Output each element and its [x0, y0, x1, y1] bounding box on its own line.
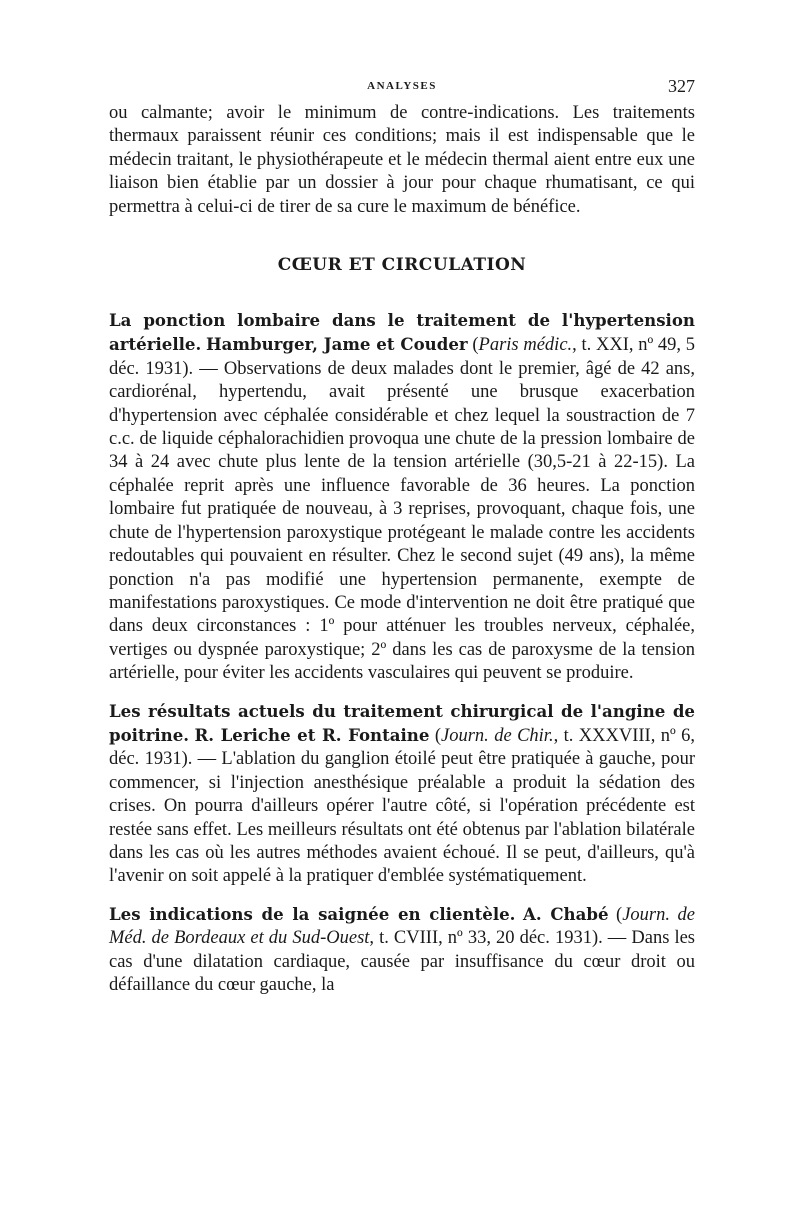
entry-body: — L'ablation du ganglion étoilé peut être pratiquée à gauche, pour commencer, si l'injection anesthésique préalable a produit la sédation des crises. On pourra d'ailleurs opérer l'autre côté, si l'opération précédente est restée sans effet. Les meilleurs résultats ont été obtenus par l'ablation bilatérale dans les cas où les autres méthodes avaient échoué. Il se peut, d'ailleurs, qu'à l'avenir on soit appelé à la pratiquer d'emblée systématiquement. [109, 749, 695, 887]
running-header [109, 74, 695, 100]
document-page [109, 74, 695, 1011]
entry-title: Les résultats actuels du traitement chirurgical de l'angine de poitrine. [109, 700, 695, 745]
entry-source-open: ( [434, 725, 442, 746]
entry-body: — Observations de deux malades dont le premier, âgé de 42 ans, cardiorénal, hypertendu, avait présenté une brusque exacerbation d'hypertension avec céphalée considérable et chez lequel la soustraction de 7 c.c. de liquide céphalorachidien provoqua une chute de la pression lombaire de 34 à 24 avec chute plus lente de la tension artérielle (30,5-21 à 22-15). La céphalée reprit après une influence favorable de 36 heures. La ponction lombaire fut pratiquée de nouveau, à 3 reprises, provoquant, chaque fois, une chute de l'hypertension paroxystique protégeant le malade contre les accidents redoutables qui pouvaient en résulter. Chez le second sujet (49 ans), la même ponction n'a pas modifié une hypertension permanente, exempte de manifestations paroxystiques. Ce mode d'intervention ne doit être pratiqué que dans deux circonstances : 1º pour atténuer les troubles nerveux, céphalée, vertiges ou dyspnée paroxystique; 2º dans les cas de paroxysme de la tension artérielle, pour éviter les accidents vasculaires qui peuvent se produire. [109, 358, 695, 684]
entry-source: Journ. de Méd. de Bordeaux et du Sud-Ouest [109, 904, 695, 949]
entry-body: — Dans les cas d'une dilatation cardiaque, causée par insuffisance du cœur droit ou défaillance du cœur gauche, la [109, 928, 696, 995]
entry-reference: , t. XXXVIII, nº 6, déc. 1931). [109, 725, 695, 770]
abstract-entry-3 [109, 903, 695, 998]
entry-reference: , t. CVIII, nº 33, 20 déc. 1931). [369, 928, 603, 949]
entry-authors: R. Leriche et R. Fontaine [194, 724, 430, 745]
entry-title: La ponction lombaire dans le traitement de l'hypertension artérielle. [109, 310, 695, 355]
abstract-entry-2 [109, 700, 695, 889]
page-number: 327 [668, 76, 695, 96]
abstract-entry-1 [109, 309, 695, 686]
entry-source: Paris médic. [478, 335, 573, 356]
entry-authors: Hamburger, Jame et Couder [205, 334, 468, 355]
entry-reference: , t. XXI, nº 49, 5 déc. 1931). [109, 335, 695, 379]
entry-authors: A. Chabé [522, 903, 609, 924]
entry-source-open: ( [472, 335, 479, 356]
running-title: ANALYSES [367, 80, 437, 92]
entry-title: Les indications de la saignée en clientèle. [109, 903, 516, 924]
intro-paragraph: ou calmante; avoir le minimum de contre-indications. Les traitements thermaux paraissent réunir ces conditions; mais il est indispensable que le médecin traitant, le physiothérapeute et le médecin thermal aient entre eux une liaison bien établie par un dossier à jour pour chaque rhumatisant, ce qui permettra à celui-ci de tirer de sa cure le maximum de bénéfice. [109, 103, 695, 217]
entry-source-open: ( [616, 904, 623, 925]
section-heading: CŒUR ET CIRCULATION [277, 255, 527, 276]
entry-source: Journ. de Chir. [441, 725, 554, 746]
